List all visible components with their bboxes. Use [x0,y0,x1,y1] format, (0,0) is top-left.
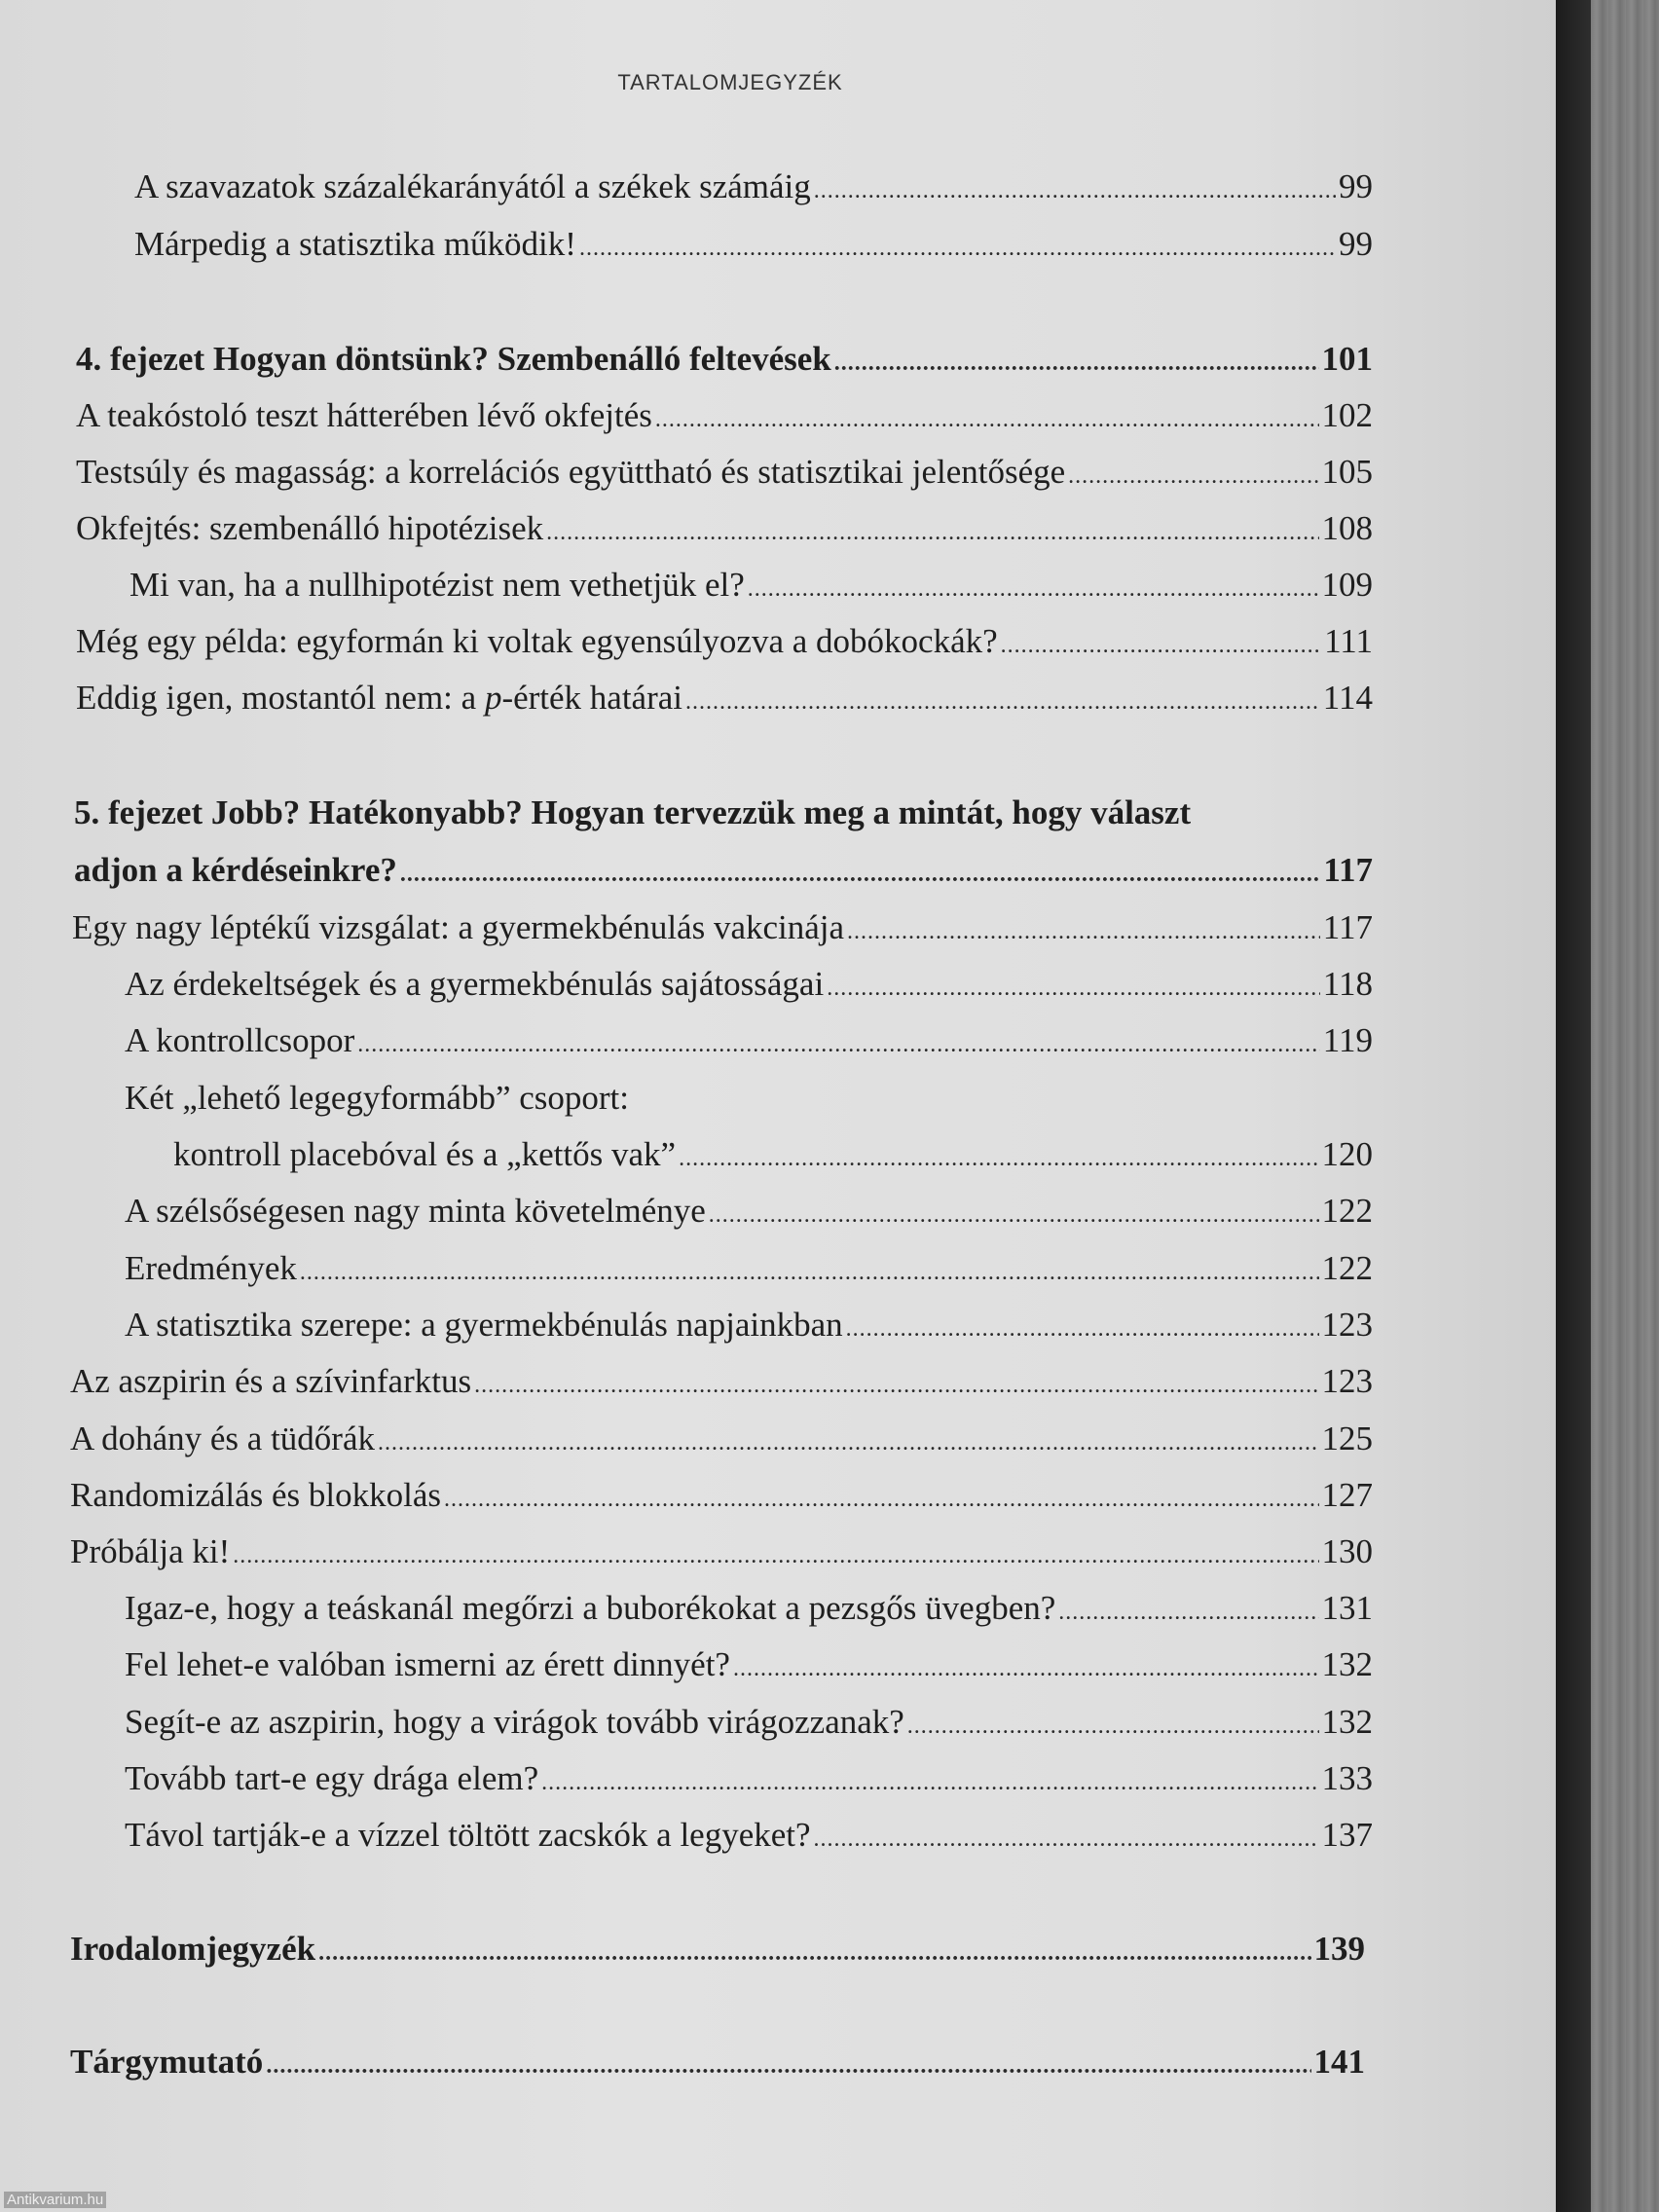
toc-entry-page: 137 [1321,1816,1373,1854]
toc-entry [76,511,1373,545]
dot-leader [318,1941,1310,1965]
dot-leader [655,408,1319,431]
toc-entry [125,1023,1373,1057]
toc-entry-title: Márpedig a statisztika működik! [134,225,576,263]
toc-entry-title: Segít-e az aszpirin, hogy a virágok tovább virágozzanak? [125,1703,904,1741]
toc-entry [76,624,1373,658]
toc-entry-title: Egy nagy léptékű vizsgálat: a gyermekbénulás vakcinája [72,908,845,946]
toc-entry-title: Mi van, ha a nullhipotézist nem vethetjük el? [129,566,745,604]
toc-entry-page: 99 [1339,225,1373,263]
toc-entry-title: A szavazatok százalékarányától a székek számáig [134,167,811,205]
toc-entry [125,967,1373,1001]
toc-entry-page: 118 [1322,965,1373,1003]
page-edge-shadow [1556,0,1591,2212]
dot-leader [733,1657,1319,1680]
toc-entry [70,1534,1373,1568]
toc-entry-page: 117 [1322,908,1373,946]
toc-entry-title: Az aszpirin és a szívinfarktus [70,1362,472,1400]
toc-entry-title: adjon a kérdéseinkre? [74,851,397,889]
toc-entry-page: 111 [1324,622,1373,660]
toc-entry [125,1251,1373,1285]
toc-entry-title: Tárgymutató [70,2043,264,2081]
toc-entry-title: A statisztika szerepe: a gyermekbénulás napjainkban [125,1306,843,1344]
toc-entry-page: 114 [1322,679,1373,717]
toc-chapter-title-line: 5. fejezet Jobb? Hatékonyabb? Hogyan tervezzük meg a mintát, hogy választ [74,793,1192,831]
toc-entry-page: 102 [1321,396,1373,434]
toc-entry-title: A dohány és a tüdőrák [70,1419,375,1457]
dot-leader [709,1203,1319,1227]
dot-leader [907,1714,1319,1738]
toc-chapter-entry [76,342,1373,376]
toc-entry-title: Irodalomjegyzék [70,1930,316,1968]
toc-entry-title: Randomizálás és blokkolás [70,1476,442,1514]
toc-entry-title: Fel lehet-e valóban ismerni az érett dinnyét? [125,1645,730,1683]
dot-leader [847,920,1320,943]
dot-leader [748,577,1319,601]
toc-entry [125,1705,1373,1739]
dot-leader [541,1771,1318,1794]
toc-entry [125,1647,1373,1681]
toc-entry-page: 122 [1321,1249,1373,1287]
toc-entry-page: 127 [1321,1476,1373,1514]
dot-leader [1001,634,1321,657]
toc-entry [134,227,1373,261]
toc-entry-page: 133 [1321,1759,1373,1797]
toc-entry-page: 130 [1321,1532,1373,1570]
toc-entry-title: Testsúly és magasság: a korrelációs együttható és statisztikai jelentősége [76,453,1066,491]
toc-entry-page: 109 [1321,566,1373,604]
toc-entry-page: 108 [1321,509,1373,547]
toc-entry-title: Tovább tart-e egy drága elem? [125,1759,539,1797]
toc-chapter-entry [70,1932,1365,1966]
dot-leader [233,1544,1318,1567]
toc-entry [70,1421,1373,1456]
toc-entry-title: kontroll placebóval és a „kettős vak” [173,1135,677,1173]
dot-leader [357,1033,1320,1056]
running-header: TARTALOMJEGYZÉK [617,70,843,94]
toc-entry [70,1364,1373,1398]
toc-entry-page: 141 [1313,2043,1365,2081]
toc-entry [125,1308,1373,1342]
toc-entry [129,568,1373,602]
toc-entry [70,1478,1373,1512]
toc-chapter-entry [74,853,1373,887]
toc-entry [125,1818,1373,1852]
toc-entry [125,1194,1373,1228]
toc-entry [125,1761,1373,1795]
book-cover-edge [1591,0,1659,2212]
toc-entry-page: 99 [1339,167,1373,205]
dot-leader [546,521,1318,544]
dot-leader [579,237,1336,260]
toc-entry-title-line: Két „lehető legegyformább” csoport: [125,1079,629,1117]
dot-leader [1068,464,1318,488]
toc-entry [76,681,1373,715]
toc-entry-page: 105 [1321,453,1373,491]
dot-leader [266,2054,1310,2078]
toc-entry [173,1137,1373,1171]
dot-leader [685,690,1320,714]
toc-entry [72,910,1373,944]
toc-entry-page: 132 [1321,1645,1373,1683]
toc-entry-title: A szélsőségesen nagy minta követelménye [125,1192,706,1230]
toc-entry-title: Távol tartják-e a vízzel töltött zacskók a legyeket? [125,1816,811,1854]
toc-entry [76,398,1373,432]
dot-leader [846,1317,1319,1341]
toc-entry-title: Eddig igen, mostantól nem: a p-érték határai [76,679,682,717]
dot-leader [814,179,1336,203]
watermark: Antikvarium.hu [4,2192,106,2208]
dot-leader [1058,1601,1318,1624]
toc-chapter-entry [70,2045,1365,2079]
dot-leader [679,1147,1318,1170]
dot-leader [300,1261,1319,1284]
toc-entry-title: 4. fejezet Hogyan döntsünk? Szembenálló feltevések [76,340,831,378]
toc-entry-title: A teakóstoló teszt hátterében lévő okfejtés [76,396,652,434]
dot-leader [378,1431,1319,1455]
toc-entry-title: Igaz-e, hogy a teáskanál megőrzi a buborékokat a pezsgős üvegben? [125,1589,1056,1627]
toc-entry-title: Még egy példa: egyformán ki voltak egyensúlyozva a dobókockák? [76,622,998,660]
toc-entry-page: 101 [1321,340,1373,378]
toc-entry-page: 131 [1321,1589,1373,1627]
dot-leader [814,1827,1319,1851]
toc-entry-page: 119 [1322,1021,1373,1059]
toc-entry [134,169,1373,203]
toc-entry-title: A kontrollcsopor [125,1021,355,1059]
toc-entry-page: 123 [1321,1306,1373,1344]
toc-entry [76,455,1373,489]
toc-entry-page: 132 [1321,1703,1373,1741]
dot-leader [400,863,1321,886]
dot-leader [834,351,1319,375]
toc-entry-title: Próbálja ki! [70,1532,231,1570]
toc-entry-title: Az érdekeltségek és a gyermekbénulás sajátosságai [125,965,825,1003]
dot-leader [827,977,1320,1000]
dot-leader [444,1488,1318,1511]
toc-entry-title: Okfejtés: szembenálló hipotézisek [76,509,544,547]
toc-entry [125,1591,1373,1625]
toc-entry-page: 117 [1323,851,1373,889]
toc-entry-page: 125 [1321,1419,1373,1457]
toc-entry-title: Eredmények [125,1249,297,1287]
toc-entry-page: 139 [1313,1930,1365,1968]
toc-entry-page: 123 [1321,1362,1373,1400]
toc-entry-page: 122 [1321,1192,1373,1230]
toc-entry-page: 120 [1321,1135,1373,1173]
dot-leader [474,1374,1318,1397]
